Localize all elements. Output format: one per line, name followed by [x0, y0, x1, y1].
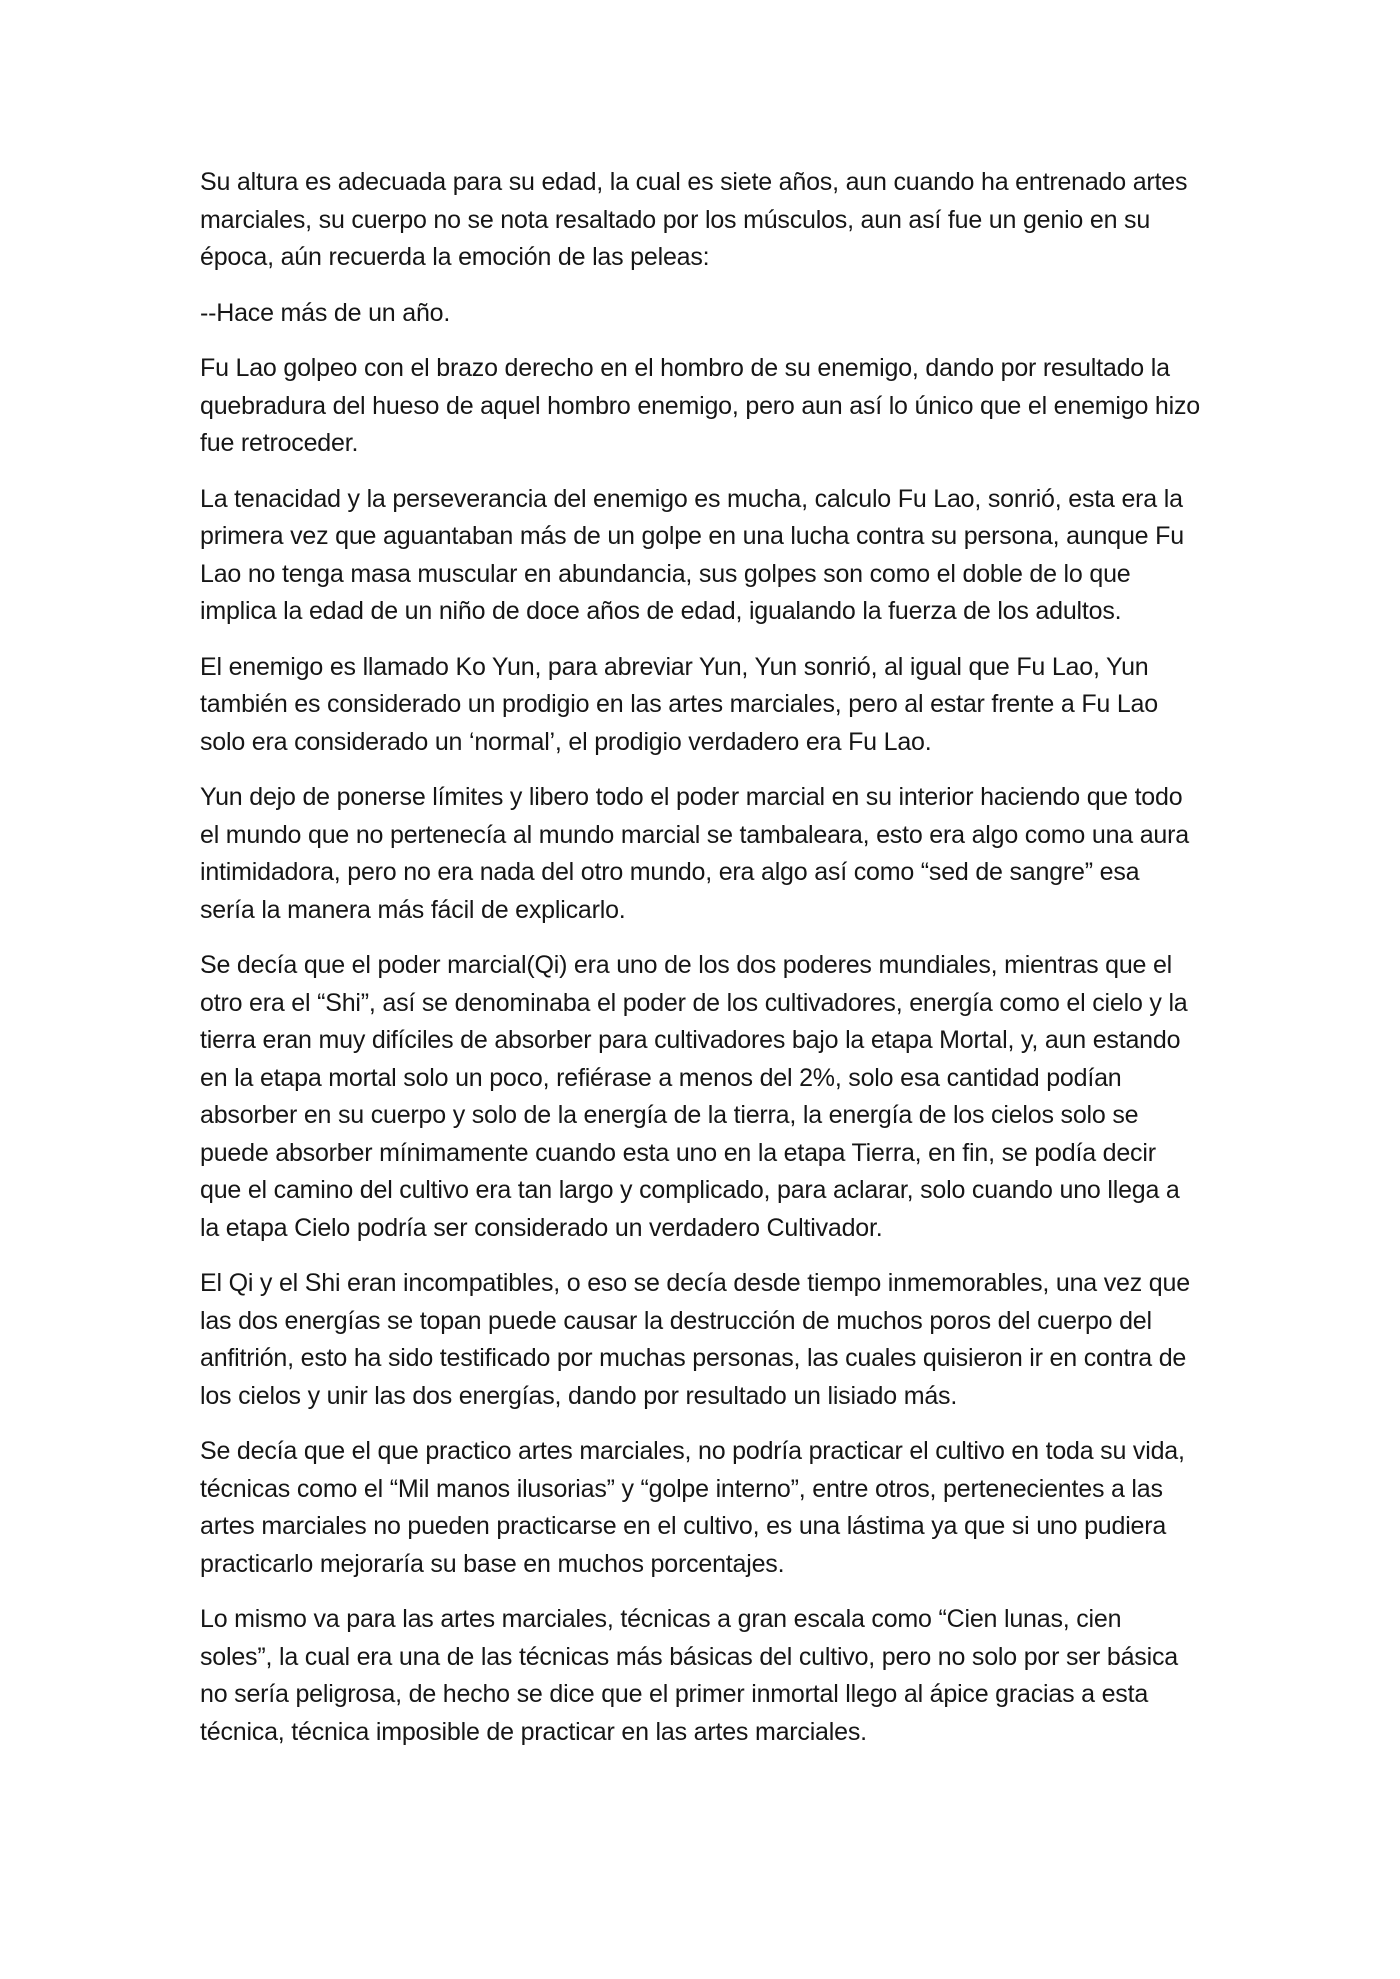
paragraph: El enemigo es llamado Ko Yun, para abreviar Yun, Yun sonrió, al igual que Fu Lao, Yun también es considerado un prodigio en las artes marciales, pero al estar frente a Fu Lao solo era considerado un ‘normal’, el prodigio verdadero era Fu Lao.: [200, 652, 1158, 756]
paragraph: Se decía que el poder marcial(Qi) era uno de los dos poderes mundiales, mientras que el otro era el “Shi”, así se denominaba el poder de los cultivadores, energía como el cielo y la tierra eran muy difíciles de absorber para cultivadores bajo la etapa Mortal, y, aun estando en la etapa mortal solo un poco, refiérase a menos del 2%, solo esa cantidad podían absorber en su cuerpo y solo de la energía de la tierra, la energía de los cielos solo se puede absorber mínimamente cuando esta uno en la etapa Tierra, en fin, se podía decir que el camino del cultivo era tan largo y complicado, para aclarar, solo cuando uno llega a la etapa Cielo podría ser considerado un verdadero Cultivador.: [200, 951, 1188, 1242]
paragraph: Lo mismo va para las artes marciales, técnicas a gran escala como “Cien lunas, cien soles”, la cual era una de las técnicas más básicas del cultivo, pero no solo por ser básica no sería peligrosa, de hecho se dice que el primer inmortal llego al ápice gracias a esta técnica, técnica imposible de practicar en las artes marciales.: [200, 1605, 1178, 1746]
document-body: [200, 164, 1200, 1769]
paragraph: La tenacidad y la perseverancia del enemigo es mucha, calculo Fu Lao, sonrió, esta era la primera vez que aguantaban más de un golpe en una lucha contra su persona, aunque Fu Lao no tenga masa muscular en abundancia, sus golpes son como el doble de lo que implica la edad de un niño de doce años de edad, igualando la fuerza de los adultos.: [200, 484, 1184, 625]
paragraph: Se decía que el que practico artes marciales, no podría practicar el cultivo en toda su vida, técnicas como el “Mil manos ilusorias” y “golpe interno”, entre otros, pertenecientes a las artes marciales no pueden practicarse en el cultivo, es una lástima ya que si uno pudiera practicarlo mejoraría su base en muchos porcentajes.: [200, 1437, 1185, 1578]
paragraph: Fu Lao golpeo con el brazo derecho en el hombro de su enemigo, dando por resultado la quebradura del hueso de aquel hombro enemigo, pero aun así lo único que el enemigo hizo fue retroceder.: [200, 354, 1200, 457]
paragraph: Yun dejo de ponerse límites y libero todo el poder marcial en su interior haciendo que todo el mundo que no pertenecía al mundo marcial se tambaleara, esto era algo como una aura intimidadora, pero no era nada del otro mundo, era algo así como “sed de sangre” esa sería la manera más fácil de explicarlo.: [200, 783, 1189, 924]
paragraph: --Hace más de un año.: [200, 298, 451, 327]
paragraph: Su altura es adecuada para su edad, la cual es siete años, aun cuando ha entrenado artes marciales, su cuerpo no se nota resaltado por los músculos, aun así fue un genio en su época, aún recuerda la emoción de las peleas:: [200, 168, 1188, 271]
paragraph: El Qi y el Shi eran incompatibles, o eso se decía desde tiempo inmemorables, una vez que las dos energías se topan puede causar la destrucción de muchos poros del cuerpo del anfitrión, esto ha sido testificado por muchas personas, las cuales quisieron ir en contra de los cielos y unir las dos energías, dando por resultado un lisiado más.: [200, 1269, 1190, 1410]
